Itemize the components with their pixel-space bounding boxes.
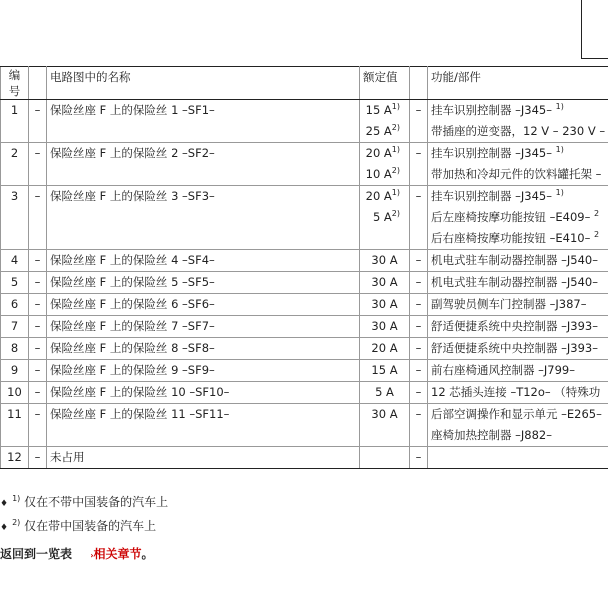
table-header-row [1, 67, 608, 100]
rating-value: 30 A [371, 275, 398, 289]
header-box [581, 0, 608, 59]
rating-value: 15 A [371, 363, 398, 377]
function-line: 挂车识别控制器 –J345– $^{1)}$ [431, 102, 564, 117]
rating-value: 20 A [371, 341, 398, 355]
rating-value: 30 A [371, 253, 398, 267]
rating-value: 30 A [371, 297, 398, 311]
fuse-rating [360, 250, 410, 272]
rating-value: 30 A [371, 319, 398, 333]
fuse-name: 保险丝座 F 上的保险丝 9 –SF9– [47, 360, 360, 382]
dash: – [29, 100, 47, 143]
footnote-1: ♦$^{1)}$ 仅在不带中国装备的汽车上 [0, 494, 169, 509]
function-line: 舒适便捷系统中央控制器 –J393– [431, 319, 598, 333]
dash: – [410, 272, 428, 294]
dash: – [29, 250, 47, 272]
fuse-number: 4 [1, 250, 29, 272]
dash: – [29, 186, 47, 250]
function-line: 舒适便捷系统中央控制器 –J393– [431, 341, 598, 355]
fuse-number: 9 [1, 360, 29, 382]
table-row [1, 250, 608, 272]
function-line: 12 芯插头连接 –T12o– （特殊功 [431, 385, 601, 399]
dash: – [29, 338, 47, 360]
fuse-function [428, 447, 608, 469]
fuse-function [428, 272, 608, 294]
dash: – [29, 404, 47, 447]
fuse-name: 保险丝座 F 上的保险丝 11 –SF11– [47, 404, 360, 447]
dash: – [410, 294, 428, 316]
fuse-function [428, 143, 608, 186]
back-navigation: 返回到一览表 ›相关章节。 [0, 547, 154, 561]
fuse-rating [360, 186, 410, 250]
function-line: 后左座椅按摩功能按钮 –E409– $^2$ [431, 209, 600, 224]
dash: – [29, 360, 47, 382]
dash: – [29, 272, 47, 294]
footnotes [0, 490, 168, 538]
fuse-function [428, 250, 608, 272]
header-name: 电路图中的名称 [47, 67, 360, 100]
function-line: 机电式驻车制动器控制器 –J540– [431, 275, 598, 289]
table-row [1, 100, 608, 143]
fuse-rating [360, 447, 410, 469]
fuse-name: 保险丝座 F 上的保险丝 6 –SF6– [47, 294, 360, 316]
fuse-number: 11 [1, 404, 29, 447]
dash: – [410, 447, 428, 469]
table-row [1, 143, 608, 186]
table-row [1, 447, 608, 469]
diamond-bullet-icon: ♦ [0, 523, 9, 533]
fuse-name: 保险丝座 F 上的保险丝 3 –SF3– [47, 186, 360, 250]
footnote-ref: 1) [555, 102, 564, 112]
fuse-name: 未占用 [47, 447, 360, 469]
function-line: 后右座椅按摩功能按钮 –E410– $^2$ [431, 230, 600, 245]
table-row [1, 272, 608, 294]
fuse-number: 3 [1, 186, 29, 250]
footnote-ref: 1) [555, 145, 564, 155]
dash: – [29, 143, 47, 186]
table-row [1, 186, 608, 250]
footnote-ref: 1) [391, 102, 400, 112]
footnote-ref: 2) [391, 209, 400, 219]
function-line: 后部空调操作和显示单元 –E265– [431, 407, 602, 421]
fuse-rating [360, 338, 410, 360]
diamond-bullet-icon: ♦ [0, 499, 9, 509]
rating-value: 20 $A^{1)}$ [365, 188, 400, 203]
footnote-ref: 1) [391, 145, 400, 155]
fuse-number: 1 [1, 100, 29, 143]
fuse-name: 保险丝座 F 上的保险丝 5 –SF5– [47, 272, 360, 294]
dash: – [410, 100, 428, 143]
footnote-ref: 2 [594, 209, 600, 219]
function-line: 挂车识别控制器 –J345– $^{1)}$ [431, 145, 564, 160]
footnote-ref: 2) [391, 123, 400, 133]
dash: – [29, 382, 47, 404]
fuse-function [428, 338, 608, 360]
rating-value: 5 $A^{2)}$ [372, 209, 400, 224]
fuse-number: 7 [1, 316, 29, 338]
dash: – [410, 250, 428, 272]
table-row [1, 294, 608, 316]
back-to-overview-link[interactable]: 返回到一览表 [0, 547, 73, 561]
fuse-number: 10 [1, 382, 29, 404]
header-number-text: 编 号 [8, 68, 21, 98]
table-row [1, 404, 608, 447]
function-line: 副驾驶员侧车门控制器 –J387– [431, 297, 587, 311]
dash: – [410, 316, 428, 338]
dash: – [410, 338, 428, 360]
footnote-text: 仅在带中国装备的汽车上 [24, 519, 157, 533]
fuse-rating [360, 100, 410, 143]
dash: – [410, 143, 428, 186]
rating-value: 5 A [375, 385, 394, 399]
table-row [1, 382, 608, 404]
fuse-number: 8 [1, 338, 29, 360]
function-line: 带插座的逆变器，12 V – 230 V – [431, 124, 606, 138]
fuse-rating [360, 382, 410, 404]
fuse-function [428, 404, 608, 447]
function-line: 带加热和冷却元件的饮料罐托架 – [431, 167, 602, 181]
footnote-ref: 1) [555, 188, 564, 198]
dash: – [410, 382, 428, 404]
dash: – [29, 294, 47, 316]
fuse-table [0, 66, 608, 469]
fuse-rating [360, 404, 410, 447]
fuse-name: 保险丝座 F 上的保险丝 1 –SF1– [47, 100, 360, 143]
function-line: 挂车识别控制器 –J345– $^{1)}$ [431, 188, 564, 203]
fuse-number: 6 [1, 294, 29, 316]
rating-value: 10 $A^{2)}$ [365, 166, 400, 181]
dash: – [29, 316, 47, 338]
footnote-ref: 1) [391, 188, 400, 198]
table-row [1, 360, 608, 382]
fuse-name: 保险丝座 F 上的保险丝 2 –SF2– [47, 143, 360, 186]
fuse-function [428, 294, 608, 316]
fuse-name: 保险丝座 F 上的保险丝 8 –SF8– [47, 338, 360, 360]
fuse-function [428, 382, 608, 404]
rating-value: 30 A [371, 407, 398, 421]
fuse-name: 保险丝座 F 上的保险丝 7 –SF7– [47, 316, 360, 338]
fuse-name: 保险丝座 F 上的保险丝 10 –SF10– [47, 382, 360, 404]
footnote-text: 仅在不带中国装备的汽车上 [24, 495, 169, 509]
function-line: 座椅加热控制器 –J882– [431, 428, 552, 442]
related-chapter-link[interactable]: ›相关章节 [90, 547, 142, 561]
header-function: 功能/部件 [428, 67, 608, 100]
fuse-rating [360, 272, 410, 294]
fuse-rating [360, 294, 410, 316]
header-number [1, 67, 29, 100]
fuse-rating [360, 316, 410, 338]
dash: – [410, 360, 428, 382]
function-line: 前右座椅通风控制器 –J799– [431, 363, 575, 377]
footnote-ref: 2 [594, 230, 600, 240]
fuse-function [428, 100, 608, 143]
fuse-name: 保险丝座 F 上的保险丝 4 –SF4– [47, 250, 360, 272]
fuse-number: 2 [1, 143, 29, 186]
fuse-function [428, 186, 608, 250]
table-row [1, 338, 608, 360]
function-line: 机电式驻车制动器控制器 –J540– [431, 253, 598, 267]
rating-value: 20 $A^{1)}$ [365, 145, 400, 160]
table-row [1, 316, 608, 338]
footnote-ref: 2) [391, 166, 400, 176]
fuse-rating [360, 143, 410, 186]
fuse-function [428, 316, 608, 338]
dash: – [410, 186, 428, 250]
dash: – [29, 447, 47, 469]
rating-value: 25 $A^{2)}$ [365, 123, 400, 138]
fuse-number: 5 [1, 272, 29, 294]
dash: – [410, 404, 428, 447]
footnote-2: ♦$^{2)}$ 仅在带中国装备的汽车上 [0, 518, 157, 533]
fuse-rating [360, 360, 410, 382]
header-rating: 额定值 [360, 67, 410, 100]
fuse-function [428, 360, 608, 382]
fuse-number: 12 [1, 447, 29, 469]
rating-value: 15 $A^{1)}$ [365, 102, 400, 117]
chevron-right-icon: › [90, 551, 94, 560]
